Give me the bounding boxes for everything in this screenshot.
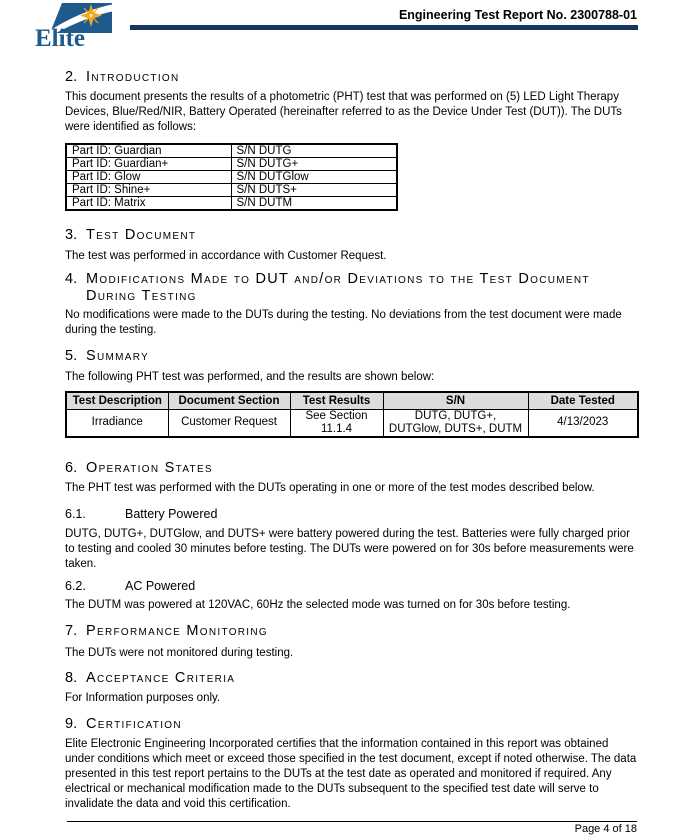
footer-rule: [67, 821, 637, 822]
section-number: 8.: [65, 670, 78, 686]
section-modifications-heading: [65, 271, 637, 305]
col-test-description: Test Description: [66, 392, 168, 409]
test-document-paragraph: The test was performed in accordance with Customer Request.: [65, 250, 387, 262]
table-header-row: [66, 392, 638, 409]
section-title: Introduction: [86, 69, 180, 85]
test-results-cell: See Section 11.1.4: [290, 409, 383, 437]
certification-paragraph: Elite Electronic Engineering Incorporated certifies that the information contained in this report was obtained under conditions which meet or exceed those specified in the test document, except if noted otherwise. The data presented in this test report pertains to the DUTs at the test date as operated and monitored if required. Any electrical or mechanical modification made to the DUTs subsequent to the specified test date will serve to invalidate the data and void this certification.: [65, 738, 637, 810]
subsection-ac-powered-heading: [65, 579, 637, 594]
section-title: Modifications Made to DUT and/or Deviations to the Test Document During Testing: [86, 271, 590, 304]
section-title: Summary: [86, 348, 150, 364]
elite-logo-graphic: [34, 2, 116, 48]
serial-cell: S/N DUTGlow: [231, 171, 397, 184]
section-title: Operation States: [86, 460, 213, 476]
summary-results-table: [65, 391, 639, 438]
page-number: Page 4 of 18: [574, 823, 637, 835]
section-acceptance-criteria-heading: [65, 670, 637, 687]
part-id-cell: Part ID: Guardian+: [66, 158, 231, 171]
section-intro-heading: [65, 69, 637, 86]
col-test-results: Test Results: [290, 392, 383, 409]
test-description-cell: Irradiance: [66, 409, 168, 437]
table-row: [66, 158, 397, 171]
section-title: Certification: [86, 716, 182, 732]
intro-paragraph: This document presents the results of a photometric (PHT) test that was performed on (5) LED Light Therapy Devices, Blue/Red/NIR, Battery Operated (hereinafter referred to as the Device Under Test (DUT)). The DUTs were identified as follows:: [65, 91, 622, 133]
part-id-cell: Part ID: Glow: [66, 171, 231, 184]
summary-paragraph: The following PHT test was performed, and the results are shown below:: [65, 371, 435, 383]
subsection-title: Battery Powered: [125, 507, 218, 521]
section-title: Acceptance Criteria: [86, 670, 236, 686]
table-row: [66, 144, 397, 158]
sn-cell: DUTG, DUTG+, DUTGlow, DUTS+, DUTM: [383, 409, 528, 437]
section-number: 6.: [65, 460, 78, 476]
modifications-paragraph: No modifications were made to the DUTs during the testing. No deviations from the test document were made during the testing.: [65, 309, 622, 336]
performance-monitoring-paragraph: The DUTs were not monitored during testing.: [65, 647, 294, 659]
section-title: Performance Monitoring: [86, 623, 268, 639]
section-number: 9.: [65, 716, 78, 732]
section-number: 4.: [65, 271, 78, 287]
elite-logo: [34, 2, 116, 48]
operation-states-paragraph: The PHT test was performed with the DUTs operating in one or more of the test modes described below.: [65, 482, 595, 494]
section-performance-monitoring-heading: [65, 623, 637, 640]
part-id-cell: Part ID: Shine+: [66, 184, 231, 197]
subsection-number: 6.2.: [65, 579, 86, 593]
document-section-cell: Customer Request: [168, 409, 290, 437]
table-row: [66, 171, 397, 184]
table-row: [66, 197, 397, 211]
section-number: 7.: [65, 623, 78, 639]
section-operation-states-heading: [65, 460, 637, 477]
col-sn: S/N: [383, 392, 528, 409]
section-certification-heading: [65, 716, 637, 733]
table-row: [66, 409, 638, 437]
section-number: 2.: [65, 69, 78, 85]
table-row: [66, 184, 397, 197]
section-number: 3.: [65, 227, 78, 243]
col-document-section: Document Section: [168, 392, 290, 409]
serial-cell: S/N DUTG: [231, 144, 397, 158]
logo-text: Elite: [35, 25, 85, 48]
ac-powered-paragraph: The DUTM was powered at 120VAC, 60Hz the selected mode was turned on for 30s before testing.: [65, 599, 571, 611]
date-tested-cell: 4/13/2023: [528, 409, 638, 437]
battery-powered-paragraph: DUTG, DUTG+, DUTGlow, and DUTS+ were battery powered during the test. Batteries were fully charged prior to testing and cooled 30 minutes before testing. The DUTs were powered on for 30s before measurements were taken.: [65, 528, 634, 570]
subsection-number: 6.1.: [65, 507, 86, 521]
subsection-battery-powered-heading: [65, 507, 637, 522]
serial-cell: S/N DUTM: [231, 197, 397, 211]
part-id-cell: Part ID: Guardian: [66, 144, 231, 158]
dut-id-table: [65, 143, 398, 211]
section-test-document-heading: [65, 227, 637, 244]
serial-cell: S/N DUTG+: [231, 158, 397, 171]
serial-cell: S/N DUTS+: [231, 184, 397, 197]
section-number: 5.: [65, 348, 78, 364]
part-id-cell: Part ID: Matrix: [66, 197, 231, 211]
col-date-tested: Date Tested: [528, 392, 638, 409]
section-title: Test Document: [86, 227, 197, 243]
header-rule: [130, 25, 638, 30]
report-title: Engineering Test Report No. 2300788-01: [398, 8, 637, 22]
subsection-title: AC Powered: [125, 579, 196, 593]
acceptance-criteria-paragraph: For Information purposes only.: [65, 692, 221, 704]
section-summary-heading: [65, 348, 637, 365]
